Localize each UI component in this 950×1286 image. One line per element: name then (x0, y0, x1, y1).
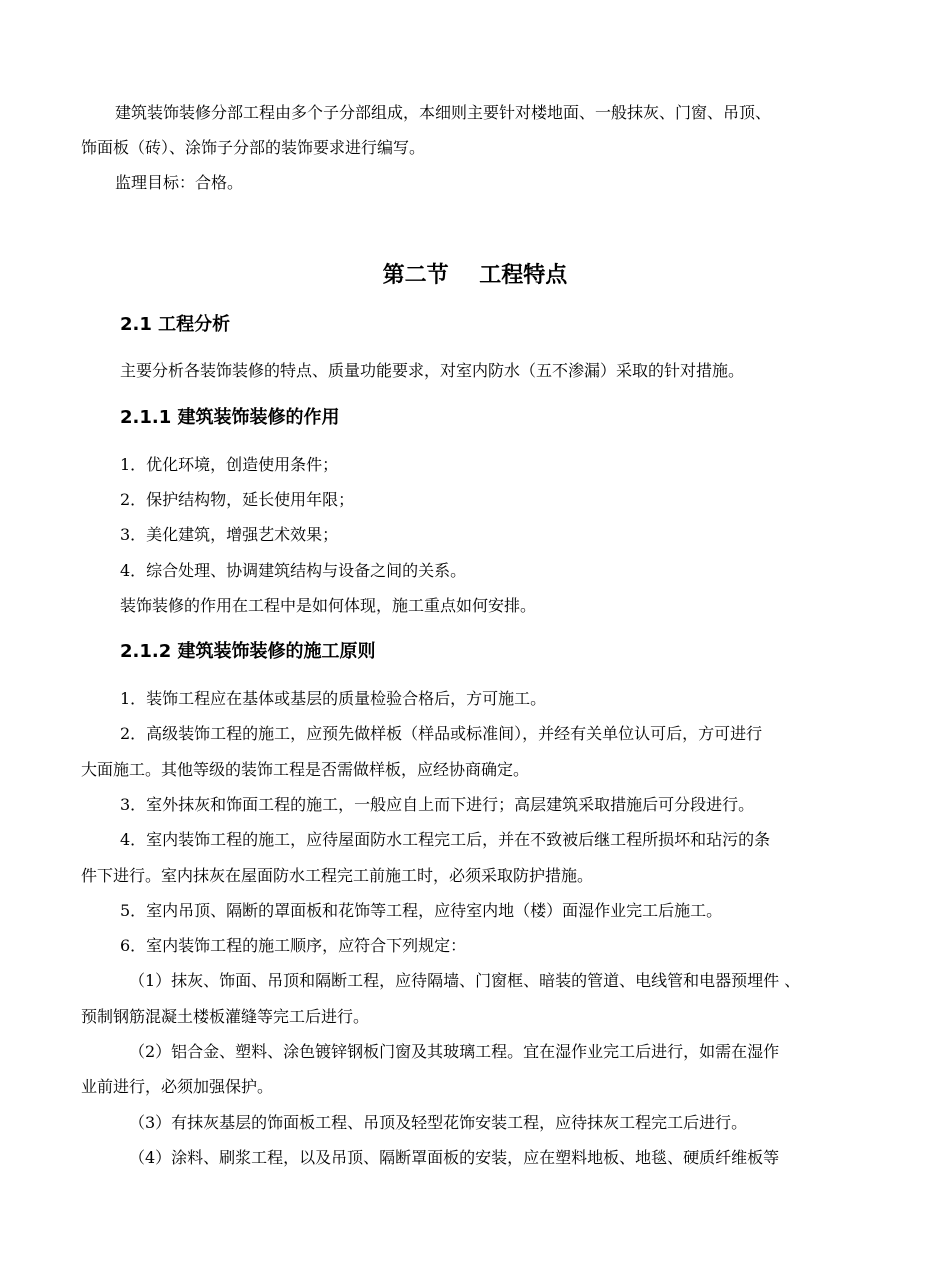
section-title: 第二节 工程特点 (382, 263, 568, 288)
intro-paragraph-line-1: 建筑装饰装修分部工程由多个子分部组成，本细则主要针对楼地面、一般抹灰、门窗、吊顶、 (115, 103, 772, 122)
list-item: 1．优化环境，创造使用条件； (120, 455, 339, 474)
principle-3: 3．室外抹灰和饰面工程的施工，一般应自上而下进行；高层建筑采取措施后可分段进行。 (120, 795, 755, 814)
principle-2-line-2: 大面施工。其他等级的装饰工程是否需做样板，应经协商确定。 (81, 760, 530, 779)
principle-2-line-1: 2．高级装饰工程的施工，应预先做样板（样品或标准间），并经有关单位认可后，方可进行 (120, 724, 763, 743)
rule-2-line-1: （2）铝合金、塑料、涂色镀锌钢板门窗及其玻璃工程。宜在湿作业完工后进行，如需在湿作 (129, 1042, 780, 1061)
list-item: 4．综合处理、协调建筑结构与设备之间的关系。 (120, 561, 467, 580)
role-note: 装饰装修的作用在工程中是如何体现，施工重点如何安排。 (120, 596, 537, 615)
heading-2-1: 2.1 工程分析 (120, 314, 231, 335)
principle-6: 6．室内装饰工程的施工顺序，应符合下列规定： (120, 936, 467, 955)
rule-1-line-2: 预制钢筋混凝土楼板灌缝等完工后进行。 (81, 1007, 370, 1026)
list-item: 3．美化建筑，增强艺术效果； (120, 525, 339, 544)
heading-2-1-1: 2.1.1 建筑装饰装修的作用 (120, 407, 340, 428)
principle-1: 1．装饰工程应在基体或基层的质量检验合格后，方可施工。 (120, 689, 547, 708)
rule-4-line-1: （4）涂料、刷浆工程，以及吊顶、隔断罩面板的安装，应在塑料地板、地毯、硬质纤维板等 (129, 1148, 780, 1167)
rule-3: （3）有抹灰基层的饰面板工程、吊顶及轻型花饰安装工程，应待抹灰工程完工后进行。 (129, 1113, 748, 1132)
rule-2-line-2: 业前进行，必须加强保护。 (81, 1077, 274, 1096)
intro-paragraph-line-2: 饰面板（砖）、涂饰子分部的装饰要求进行编写。 (81, 138, 426, 157)
supervision-goal: 监理目标：合格。 (115, 173, 244, 192)
principle-5: 5．室内吊顶、隔断的罩面板和花饰等工程，应待室内地（楼）面湿作业完工后施工。 (120, 901, 723, 920)
analysis-paragraph: 主要分析各装饰装修的特点、质量功能要求，对室内防水（五不渗漏）采取的针对措施。 (120, 361, 745, 380)
rule-1-line-1: （1）抹灰、饰面、吊顶和隔断工程，应待隔墙、门窗框、暗装的管道、电线管和电器预埋件 、 (129, 971, 801, 990)
principle-4-line-1: 4．室内装饰工程的施工，应待屋面防水工程完工后，并在不致被后继工程所损坏和玷污的条 (120, 830, 771, 849)
principle-4-line-2: 件下进行。室内抹灰在屋面防水工程完工前施工时，必须采取防护措施。 (81, 866, 594, 885)
list-item: 2．保护结构物，延长使用年限； (120, 490, 355, 509)
heading-2-1-2: 2.1.2 建筑装饰装修的施工原则 (120, 641, 376, 662)
